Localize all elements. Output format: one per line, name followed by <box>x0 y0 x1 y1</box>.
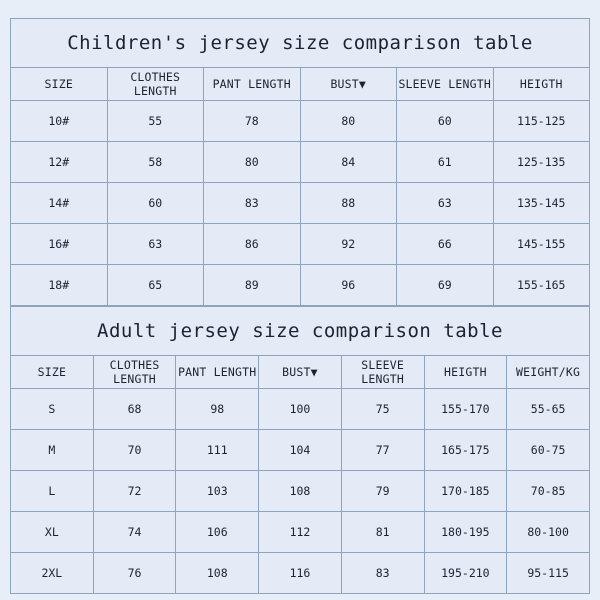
cell-heigth: 165-175 <box>424 430 507 471</box>
cell-pant-length: 83 <box>204 183 301 224</box>
cell-clothes-length: 65 <box>107 265 204 306</box>
table-row <box>11 142 590 183</box>
cell-size: S <box>11 389 94 430</box>
header-clothes-length: CLOTHES LENGTH <box>93 356 176 389</box>
cell-heigth: 135-145 <box>493 183 590 224</box>
cell-size: 14# <box>11 183 108 224</box>
cell-sleeve-length: 79 <box>341 471 424 512</box>
cell-pant-length: 111 <box>176 430 259 471</box>
cell-bust: 84 <box>300 142 397 183</box>
table-row <box>11 471 590 512</box>
cell-weight: 60-75 <box>507 430 590 471</box>
cell-heigth: 115-125 <box>493 101 590 142</box>
cell-weight: 55-65 <box>507 389 590 430</box>
cell-bust: 92 <box>300 224 397 265</box>
cell-clothes-length: 76 <box>93 553 176 594</box>
cell-heigth: 145-155 <box>493 224 590 265</box>
cell-weight: 70-85 <box>507 471 590 512</box>
cell-weight: 95-115 <box>507 553 590 594</box>
cell-size: 16# <box>11 224 108 265</box>
cell-sleeve-length: 63 <box>397 183 494 224</box>
cell-heigth: 170-185 <box>424 471 507 512</box>
cell-pant-length: 108 <box>176 553 259 594</box>
cell-size: 12# <box>11 142 108 183</box>
children-table-wrapper <box>10 18 590 306</box>
cell-pant-length: 103 <box>176 471 259 512</box>
children-size-table <box>10 18 590 306</box>
cell-sleeve-length: 75 <box>341 389 424 430</box>
header-bust: BUST▼ <box>259 356 342 389</box>
cell-clothes-length: 68 <box>93 389 176 430</box>
table-header-row <box>11 356 590 389</box>
adult-table-wrapper <box>10 306 590 594</box>
header-sleeve-length: SLEEVE LENGTH <box>341 356 424 389</box>
cell-size: M <box>11 430 94 471</box>
table-title-row <box>11 19 590 68</box>
cell-pant-length: 89 <box>204 265 301 306</box>
cell-bust: 116 <box>259 553 342 594</box>
header-heigth: HEIGTH <box>493 68 590 101</box>
cell-bust: 104 <box>259 430 342 471</box>
cell-bust: 112 <box>259 512 342 553</box>
cell-clothes-length: 72 <box>93 471 176 512</box>
table-row <box>11 224 590 265</box>
adult-table-title: Adult jersey size comparison table <box>11 307 590 356</box>
cell-size: XL <box>11 512 94 553</box>
cell-heigth: 155-170 <box>424 389 507 430</box>
table-row <box>11 430 590 471</box>
cell-sleeve-length: 83 <box>341 553 424 594</box>
cell-heigth: 155-165 <box>493 265 590 306</box>
table-row <box>11 183 590 224</box>
cell-size: 18# <box>11 265 108 306</box>
header-bust: BUST▼ <box>300 68 397 101</box>
table-header-row <box>11 68 590 101</box>
header-pant-length: PANT LENGTH <box>176 356 259 389</box>
cell-pant-length: 78 <box>204 101 301 142</box>
table-row <box>11 265 590 306</box>
cell-sleeve-length: 66 <box>397 224 494 265</box>
cell-size: L <box>11 471 94 512</box>
cell-sleeve-length: 81 <box>341 512 424 553</box>
adult-size-table <box>10 306 590 594</box>
cell-pant-length: 80 <box>204 142 301 183</box>
cell-pant-length: 106 <box>176 512 259 553</box>
cell-clothes-length: 63 <box>107 224 204 265</box>
header-size: SIZE <box>11 356 94 389</box>
cell-bust: 80 <box>300 101 397 142</box>
table-row <box>11 553 590 594</box>
table-title-row <box>11 307 590 356</box>
cell-sleeve-length: 77 <box>341 430 424 471</box>
cell-bust: 100 <box>259 389 342 430</box>
cell-bust: 88 <box>300 183 397 224</box>
cell-sleeve-length: 69 <box>397 265 494 306</box>
cell-size: 10# <box>11 101 108 142</box>
cell-sleeve-length: 60 <box>397 101 494 142</box>
children-table-title: Children's jersey size comparison table <box>11 19 590 68</box>
table-row <box>11 389 590 430</box>
cell-heigth: 180-195 <box>424 512 507 553</box>
header-pant-length: PANT LENGTH <box>204 68 301 101</box>
cell-clothes-length: 58 <box>107 142 204 183</box>
cell-bust: 108 <box>259 471 342 512</box>
cell-pant-length: 98 <box>176 389 259 430</box>
header-heigth: HEIGTH <box>424 356 507 389</box>
table-row <box>11 101 590 142</box>
cell-heigth: 125-135 <box>493 142 590 183</box>
cell-clothes-length: 70 <box>93 430 176 471</box>
header-sleeve-length: SLEEVE LENGTH <box>397 68 494 101</box>
cell-bust: 96 <box>300 265 397 306</box>
cell-heigth: 195-210 <box>424 553 507 594</box>
cell-clothes-length: 60 <box>107 183 204 224</box>
header-clothes-length: CLOTHES LENGTH <box>107 68 204 101</box>
cell-clothes-length: 55 <box>107 101 204 142</box>
cell-size: 2XL <box>11 553 94 594</box>
cell-sleeve-length: 61 <box>397 142 494 183</box>
header-size: SIZE <box>11 68 108 101</box>
cell-clothes-length: 74 <box>93 512 176 553</box>
cell-pant-length: 86 <box>204 224 301 265</box>
table-row <box>11 512 590 553</box>
header-weight: WEIGHT/KG <box>507 356 590 389</box>
cell-weight: 80-100 <box>507 512 590 553</box>
